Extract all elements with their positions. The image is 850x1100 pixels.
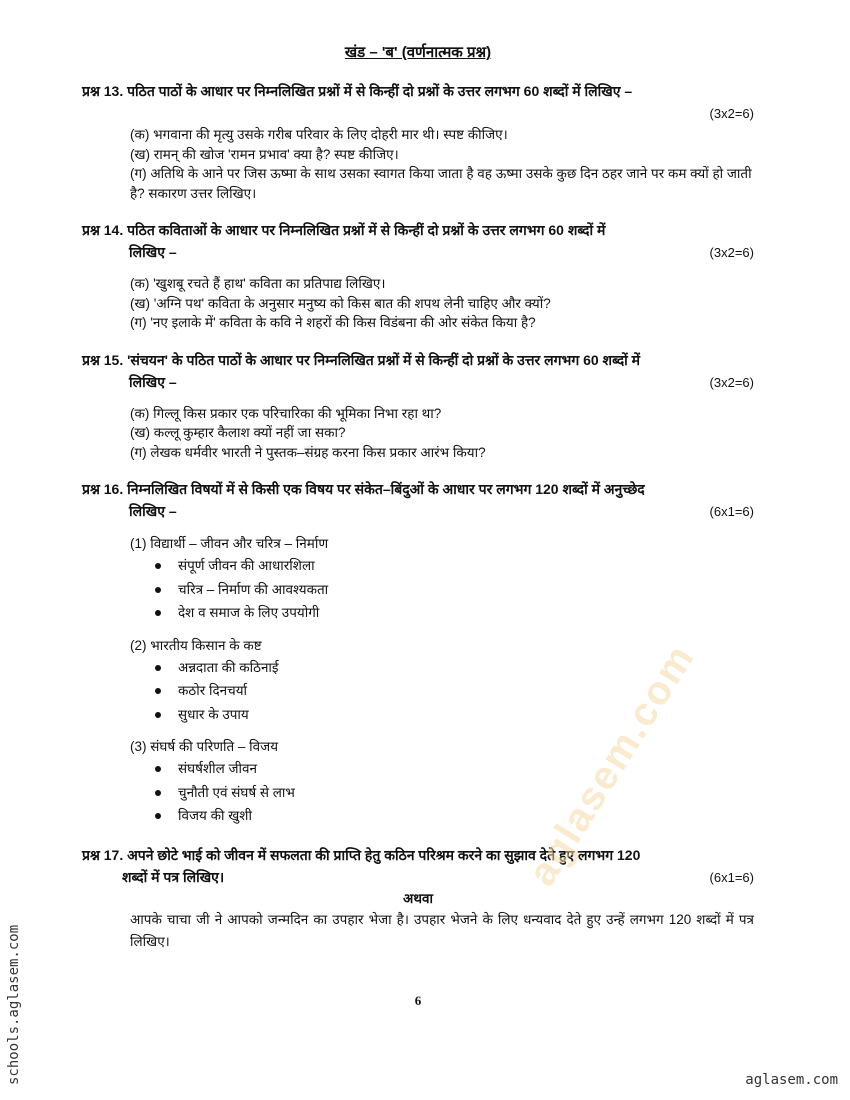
question-14-parts (130, 274, 754, 333)
topic-2-title: (2) भारतीय किसान के कष्ट (130, 637, 262, 653)
page-content (82, 0, 754, 1009)
page-number: 6 (414, 992, 422, 1008)
bullet-point: सुधार के उपाय (155, 703, 754, 727)
watermark: aglasem.com (520, 636, 704, 894)
section-title (82, 42, 754, 62)
question-text: प्रश्न 14. पठित कविताओं के आधार पर निम्नलिखित प्रश्नों में से किन्हीं दो प्रश्नों के उत्तर लगभग 60 शब्दों में (82, 222, 606, 238)
question-16 (82, 478, 754, 523)
sub-question: (क) भगवाना की मृत्यु उसके गरीब परिवार के लिए दोहरी मार थी। स्पष्ट कीजिए। (130, 127, 508, 142)
side-watermark: schools.aglasem.com (6, 924, 22, 1085)
question-text-cont: लिखिए – (129, 503, 177, 519)
sub-question: (ख) 'अग्नि पथ' कविता के अनुसार मनुष्य को किस बात की शपथ लेनी चाहिए और क्यों? (130, 295, 551, 311)
question-13-parts (130, 125, 754, 203)
footer-watermark: aglasem.com (745, 1072, 838, 1088)
bullet-point: चरित्र – निर्माण की आवश्यकता (155, 578, 754, 602)
sub-question: (क) 'खुशबू रचते हैं हाथ' कविता का प्रतिपाद्य लिखिए। (130, 276, 386, 291)
bullet-point: संपूर्ण जीवन की आधारशिला (155, 554, 754, 578)
marks: (3x2=6) (709, 245, 754, 260)
marks: (3x2=6) (709, 106, 754, 121)
sub-question: (ग) लेखक धर्मवीर भारती ने पुस्तक–संग्रह करना किस प्रकार आरंभ किया? (130, 444, 486, 460)
question-13 (82, 80, 754, 125)
bullet-point: कठोर दिनचर्या (155, 679, 754, 703)
sub-question: (ग) 'नए इलाके में' कविता के कवि ने शहरों की किस विडंबना की ओर संकेत किया है? (130, 315, 536, 330)
topic-1-points (155, 554, 754, 625)
sub-question: (ख) रामन् की खोज 'रामन प्रभाव' क्या है? स्पष्ट कीजिए। (130, 146, 399, 162)
question-text: प्रश्न 16. निम्नलिखित विषयों में से किसी एक विषय पर संकेत–बिंदुओं के आधार पर लगभग 120 शब्दों में अनुच्छेद (82, 481, 645, 497)
question-text-cont: लिखिए – (129, 244, 177, 260)
marks: (6x1=6) (709, 869, 754, 885)
question-text-cont: लिखिए – (129, 373, 177, 390)
marks: (3x2=6) (709, 374, 754, 390)
sub-question: (ग) अतिथि के आने पर जिस ऊष्मा के साथ उसका स्वागत किया जाता है वह ऊष्मा उसके कुछ दिन ठहर जाने पर कम क्यों हो जाती है? सकारण उत्तर लिखिए। (130, 166, 752, 201)
question-text-cont: शब्दों में पत्र लिखिए। (122, 868, 225, 885)
section-title-text: खंड – 'ब' (वर्णनात्मक प्रश्न) (344, 44, 492, 61)
marks: (6x1=6) (709, 504, 754, 519)
topic-3-title: (3) संघर्ष की परिणति – विजय (130, 739, 279, 754)
sub-question: (क) गिल्लू किस प्रकार एक परिचारिका की भूमिका निभा रहा था? (130, 405, 442, 421)
question-text: प्रश्न 17. अपने छोटे भाई को जीवन में सफलता की प्राप्ति हेतु कठिन परिश्रम करने का सुझाव देते हुए लगभग 120 (82, 846, 641, 863)
sub-question: (ख) कल्लू कुम्हार कैलाश क्यों नहीं जा सका? (130, 425, 346, 440)
topic-1-title: (1) विद्यार्थी – जीवन और चरित्र – निर्माण (130, 536, 329, 551)
or-label: अथवा (403, 890, 433, 906)
alternative-question: आपके चाचा जी ने आपको जन्मदिन का उपहार भेजा है। उपहार भेजने के लिए धन्यवाद देते हुए उन्हें लगभग 120 शब्दों में पत्र लिखिए। (130, 911, 754, 949)
bullet-point: संघर्षशील जीवन (155, 757, 754, 781)
topic-3-points (155, 757, 754, 828)
question-15-parts (130, 404, 754, 463)
bullet-point: चुनौती एवं संघर्ष से लाभ (155, 781, 754, 805)
question-text: प्रश्न 15. 'संचयन' के पठित पाठों के आधार पर निम्नलिखित प्रश्नों में से किन्हीं दो प्रश्नों के उत्तर लगभग 60 शब्दों में (82, 351, 641, 368)
question-14 (82, 219, 754, 264)
question-text: प्रश्न 13. पठित पाठों के आधार पर निम्नलिखित प्रश्नों में से किन्हीं दो प्रश्नों के उत्तर लगभग 60 शब्दों में लिखिए – (82, 83, 633, 99)
question-17 (82, 844, 754, 889)
bullet-point: अन्नदाता की कठिनाई (155, 656, 754, 680)
bullet-point: विजय की खुशी (155, 804, 754, 828)
bullet-point: देश व समाज के लिए उपयोगी (155, 601, 754, 625)
question-15 (82, 349, 754, 394)
